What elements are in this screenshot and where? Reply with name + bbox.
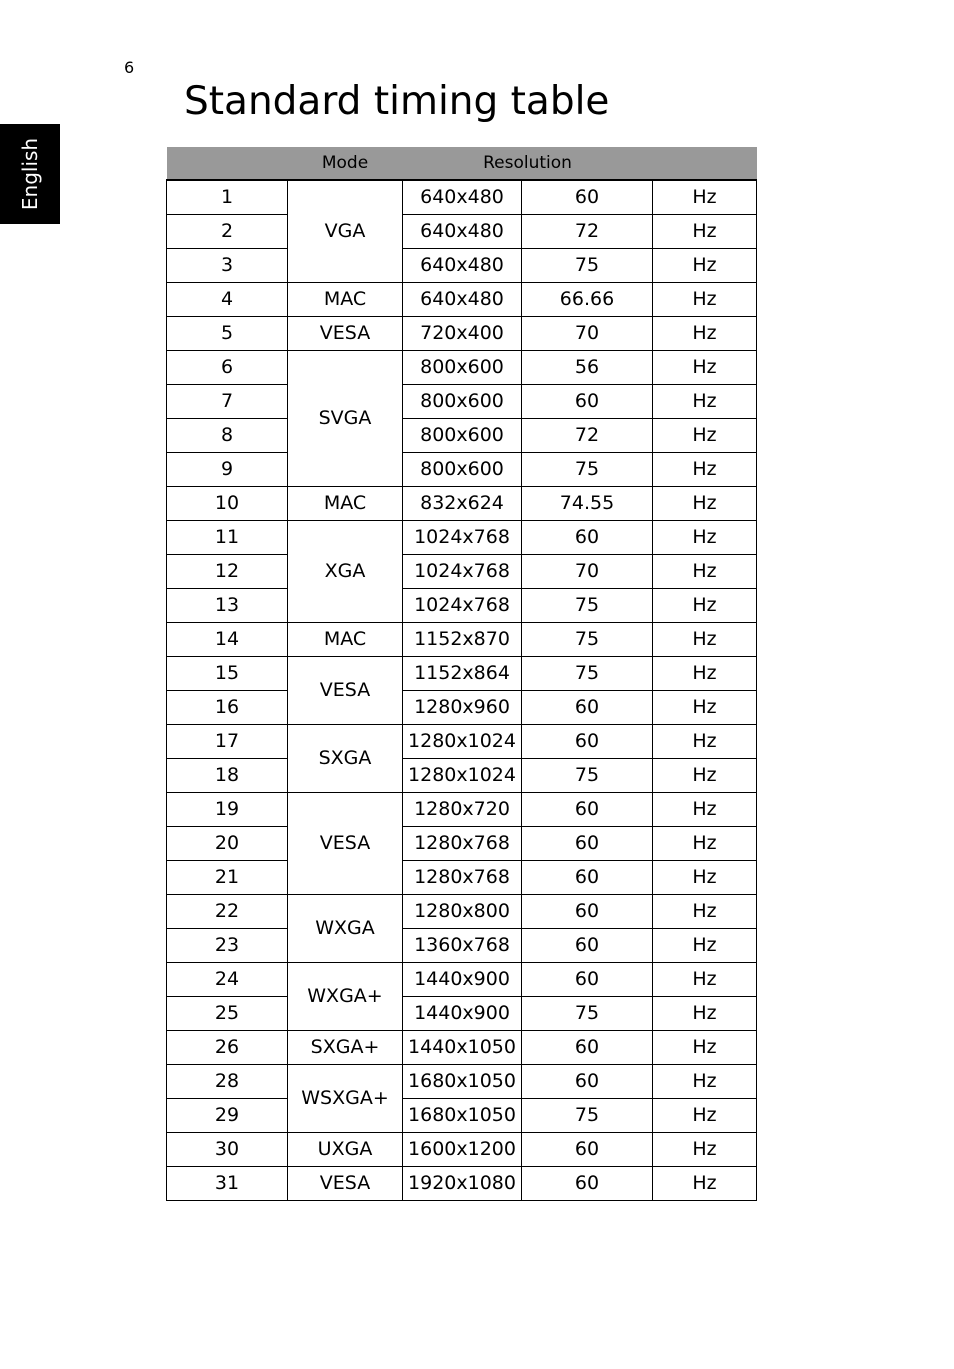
page-title: Standard timing table	[184, 79, 610, 124]
table-row	[167, 215, 757, 249]
cell-resolution: 1280x768	[403, 827, 522, 861]
cell-resolution: 800x600	[403, 419, 522, 453]
cell-number: 11	[167, 521, 288, 555]
table-row	[167, 759, 757, 793]
header-resolution: Resolution	[403, 147, 653, 180]
cell-resolution: 640x480	[403, 249, 522, 283]
cell-number: 25	[167, 997, 288, 1031]
cell-number: 20	[167, 827, 288, 861]
cell-mode: WXGA	[288, 895, 403, 963]
table-row	[167, 589, 757, 623]
table-row	[167, 317, 757, 351]
table-row	[167, 691, 757, 725]
table-row	[167, 351, 757, 385]
cell-number: 2	[167, 215, 288, 249]
cell-number: 8	[167, 419, 288, 453]
header-mode: Mode	[288, 147, 403, 180]
cell-resolution: 1280x1024	[403, 725, 522, 759]
cell-mode: SXGA+	[288, 1031, 403, 1065]
cell-mode: SVGA	[288, 351, 403, 487]
cell-refresh-rate: 60	[522, 180, 653, 215]
cell-unit: Hz	[653, 793, 757, 827]
cell-refresh-rate: 70	[522, 317, 653, 351]
cell-unit: Hz	[653, 861, 757, 895]
timing-table	[166, 147, 757, 1201]
cell-refresh-rate: 60	[522, 1065, 653, 1099]
cell-refresh-rate: 60	[522, 1167, 653, 1201]
cell-resolution: 1440x900	[403, 997, 522, 1031]
table-row	[167, 861, 757, 895]
cell-resolution: 1280x768	[403, 861, 522, 895]
cell-number: 5	[167, 317, 288, 351]
cell-number: 29	[167, 1099, 288, 1133]
cell-refresh-rate: 70	[522, 555, 653, 589]
cell-mode: MAC	[288, 283, 403, 317]
table-body	[167, 180, 757, 1201]
cell-mode: VESA	[288, 793, 403, 895]
cell-unit: Hz	[653, 317, 757, 351]
cell-refresh-rate: 60	[522, 793, 653, 827]
table-row	[167, 249, 757, 283]
table-row	[167, 657, 757, 691]
cell-number: 17	[167, 725, 288, 759]
cell-mode: WXGA+	[288, 963, 403, 1031]
cell-unit: Hz	[653, 385, 757, 419]
cell-mode: UXGA	[288, 1133, 403, 1167]
cell-unit: Hz	[653, 1065, 757, 1099]
cell-resolution: 1280x1024	[403, 759, 522, 793]
cell-refresh-rate: 75	[522, 759, 653, 793]
cell-refresh-rate: 56	[522, 351, 653, 385]
cell-unit: Hz	[653, 555, 757, 589]
table-row	[167, 453, 757, 487]
cell-resolution: 1920x1080	[403, 1167, 522, 1201]
cell-mode: VESA	[288, 1167, 403, 1201]
cell-number: 18	[167, 759, 288, 793]
cell-unit: Hz	[653, 963, 757, 997]
cell-mode: XGA	[288, 521, 403, 623]
cell-unit: Hz	[653, 691, 757, 725]
cell-number: 7	[167, 385, 288, 419]
cell-resolution: 1600x1200	[403, 1133, 522, 1167]
cell-number: 24	[167, 963, 288, 997]
cell-unit: Hz	[653, 827, 757, 861]
cell-number: 9	[167, 453, 288, 487]
cell-resolution: 1280x720	[403, 793, 522, 827]
cell-refresh-rate: 66.66	[522, 283, 653, 317]
cell-unit: Hz	[653, 351, 757, 385]
cell-resolution: 1680x1050	[403, 1099, 522, 1133]
table-row	[167, 1031, 757, 1065]
cell-number: 1	[167, 180, 288, 215]
language-side-tab	[0, 124, 60, 224]
table-row	[167, 1065, 757, 1099]
cell-unit: Hz	[653, 895, 757, 929]
cell-unit: Hz	[653, 623, 757, 657]
cell-unit: Hz	[653, 487, 757, 521]
cell-refresh-rate: 75	[522, 1099, 653, 1133]
header-unit-blank	[653, 147, 757, 180]
table-row	[167, 725, 757, 759]
table-row	[167, 1099, 757, 1133]
cell-resolution: 832x624	[403, 487, 522, 521]
cell-resolution: 720x400	[403, 317, 522, 351]
cell-number: 6	[167, 351, 288, 385]
cell-resolution: 1440x900	[403, 963, 522, 997]
cell-unit: Hz	[653, 759, 757, 793]
cell-resolution: 1680x1050	[403, 1065, 522, 1099]
cell-number: 16	[167, 691, 288, 725]
cell-resolution: 800x600	[403, 453, 522, 487]
cell-refresh-rate: 60	[522, 521, 653, 555]
cell-resolution: 640x480	[403, 283, 522, 317]
cell-unit: Hz	[653, 997, 757, 1031]
cell-refresh-rate: 60	[522, 691, 653, 725]
table-row	[167, 419, 757, 453]
table-row	[167, 827, 757, 861]
cell-resolution: 640x480	[403, 180, 522, 215]
cell-number: 23	[167, 929, 288, 963]
cell-refresh-rate: 75	[522, 997, 653, 1031]
cell-refresh-rate: 60	[522, 895, 653, 929]
cell-mode: SXGA	[288, 725, 403, 793]
cell-unit: Hz	[653, 1099, 757, 1133]
cell-resolution: 800x600	[403, 385, 522, 419]
table-row	[167, 521, 757, 555]
table-row	[167, 180, 757, 215]
cell-number: 4	[167, 283, 288, 317]
cell-number: 22	[167, 895, 288, 929]
cell-refresh-rate: 60	[522, 385, 653, 419]
cell-refresh-rate: 75	[522, 453, 653, 487]
cell-unit: Hz	[653, 521, 757, 555]
table-row	[167, 793, 757, 827]
cell-refresh-rate: 60	[522, 963, 653, 997]
table-row	[167, 487, 757, 521]
cell-mode: VESA	[288, 317, 403, 351]
cell-resolution: 1152x870	[403, 623, 522, 657]
cell-unit: Hz	[653, 929, 757, 963]
cell-number: 31	[167, 1167, 288, 1201]
table-row	[167, 929, 757, 963]
cell-unit: Hz	[653, 589, 757, 623]
cell-unit: Hz	[653, 453, 757, 487]
language-label: English	[18, 137, 42, 211]
cell-unit: Hz	[653, 1133, 757, 1167]
cell-number: 21	[167, 861, 288, 895]
cell-resolution: 640x480	[403, 215, 522, 249]
table-header-row	[167, 147, 757, 180]
cell-mode: VGA	[288, 180, 403, 283]
table-row	[167, 283, 757, 317]
table-row	[167, 623, 757, 657]
cell-unit: Hz	[653, 419, 757, 453]
cell-resolution: 1024x768	[403, 521, 522, 555]
cell-refresh-rate: 75	[522, 623, 653, 657]
table-row	[167, 1133, 757, 1167]
cell-refresh-rate: 72	[522, 419, 653, 453]
cell-number: 30	[167, 1133, 288, 1167]
table-row	[167, 997, 757, 1031]
cell-unit: Hz	[653, 215, 757, 249]
cell-resolution: 1024x768	[403, 589, 522, 623]
cell-number: 14	[167, 623, 288, 657]
cell-unit: Hz	[653, 1031, 757, 1065]
cell-mode: WSXGA+	[288, 1065, 403, 1133]
cell-refresh-rate: 72	[522, 215, 653, 249]
header-blank	[167, 147, 288, 180]
table-row	[167, 895, 757, 929]
page-number: 6	[124, 58, 135, 77]
cell-resolution: 800x600	[403, 351, 522, 385]
cell-resolution: 1280x960	[403, 691, 522, 725]
cell-refresh-rate: 75	[522, 657, 653, 691]
table-row	[167, 963, 757, 997]
cell-number: 12	[167, 555, 288, 589]
cell-mode: MAC	[288, 487, 403, 521]
cell-number: 26	[167, 1031, 288, 1065]
cell-number: 10	[167, 487, 288, 521]
cell-mode: MAC	[288, 623, 403, 657]
cell-refresh-rate: 60	[522, 929, 653, 963]
cell-unit: Hz	[653, 657, 757, 691]
cell-unit: Hz	[653, 725, 757, 759]
cell-resolution: 1280x800	[403, 895, 522, 929]
cell-number: 13	[167, 589, 288, 623]
table-row	[167, 1167, 757, 1201]
cell-refresh-rate: 60	[522, 725, 653, 759]
cell-number: 3	[167, 249, 288, 283]
cell-resolution: 1360x768	[403, 929, 522, 963]
cell-unit: Hz	[653, 1167, 757, 1201]
cell-resolution: 1440x1050	[403, 1031, 522, 1065]
cell-number: 15	[167, 657, 288, 691]
cell-refresh-rate: 60	[522, 827, 653, 861]
cell-number: 28	[167, 1065, 288, 1099]
cell-unit: Hz	[653, 249, 757, 283]
cell-refresh-rate: 60	[522, 1133, 653, 1167]
cell-resolution: 1024x768	[403, 555, 522, 589]
cell-unit: Hz	[653, 180, 757, 215]
table-row	[167, 555, 757, 589]
cell-unit: Hz	[653, 283, 757, 317]
cell-resolution: 1152x864	[403, 657, 522, 691]
cell-mode: VESA	[288, 657, 403, 725]
cell-refresh-rate: 75	[522, 589, 653, 623]
cell-refresh-rate: 60	[522, 1031, 653, 1065]
cell-refresh-rate: 60	[522, 861, 653, 895]
cell-refresh-rate: 75	[522, 249, 653, 283]
cell-refresh-rate: 74.55	[522, 487, 653, 521]
cell-number: 19	[167, 793, 288, 827]
table-row	[167, 385, 757, 419]
